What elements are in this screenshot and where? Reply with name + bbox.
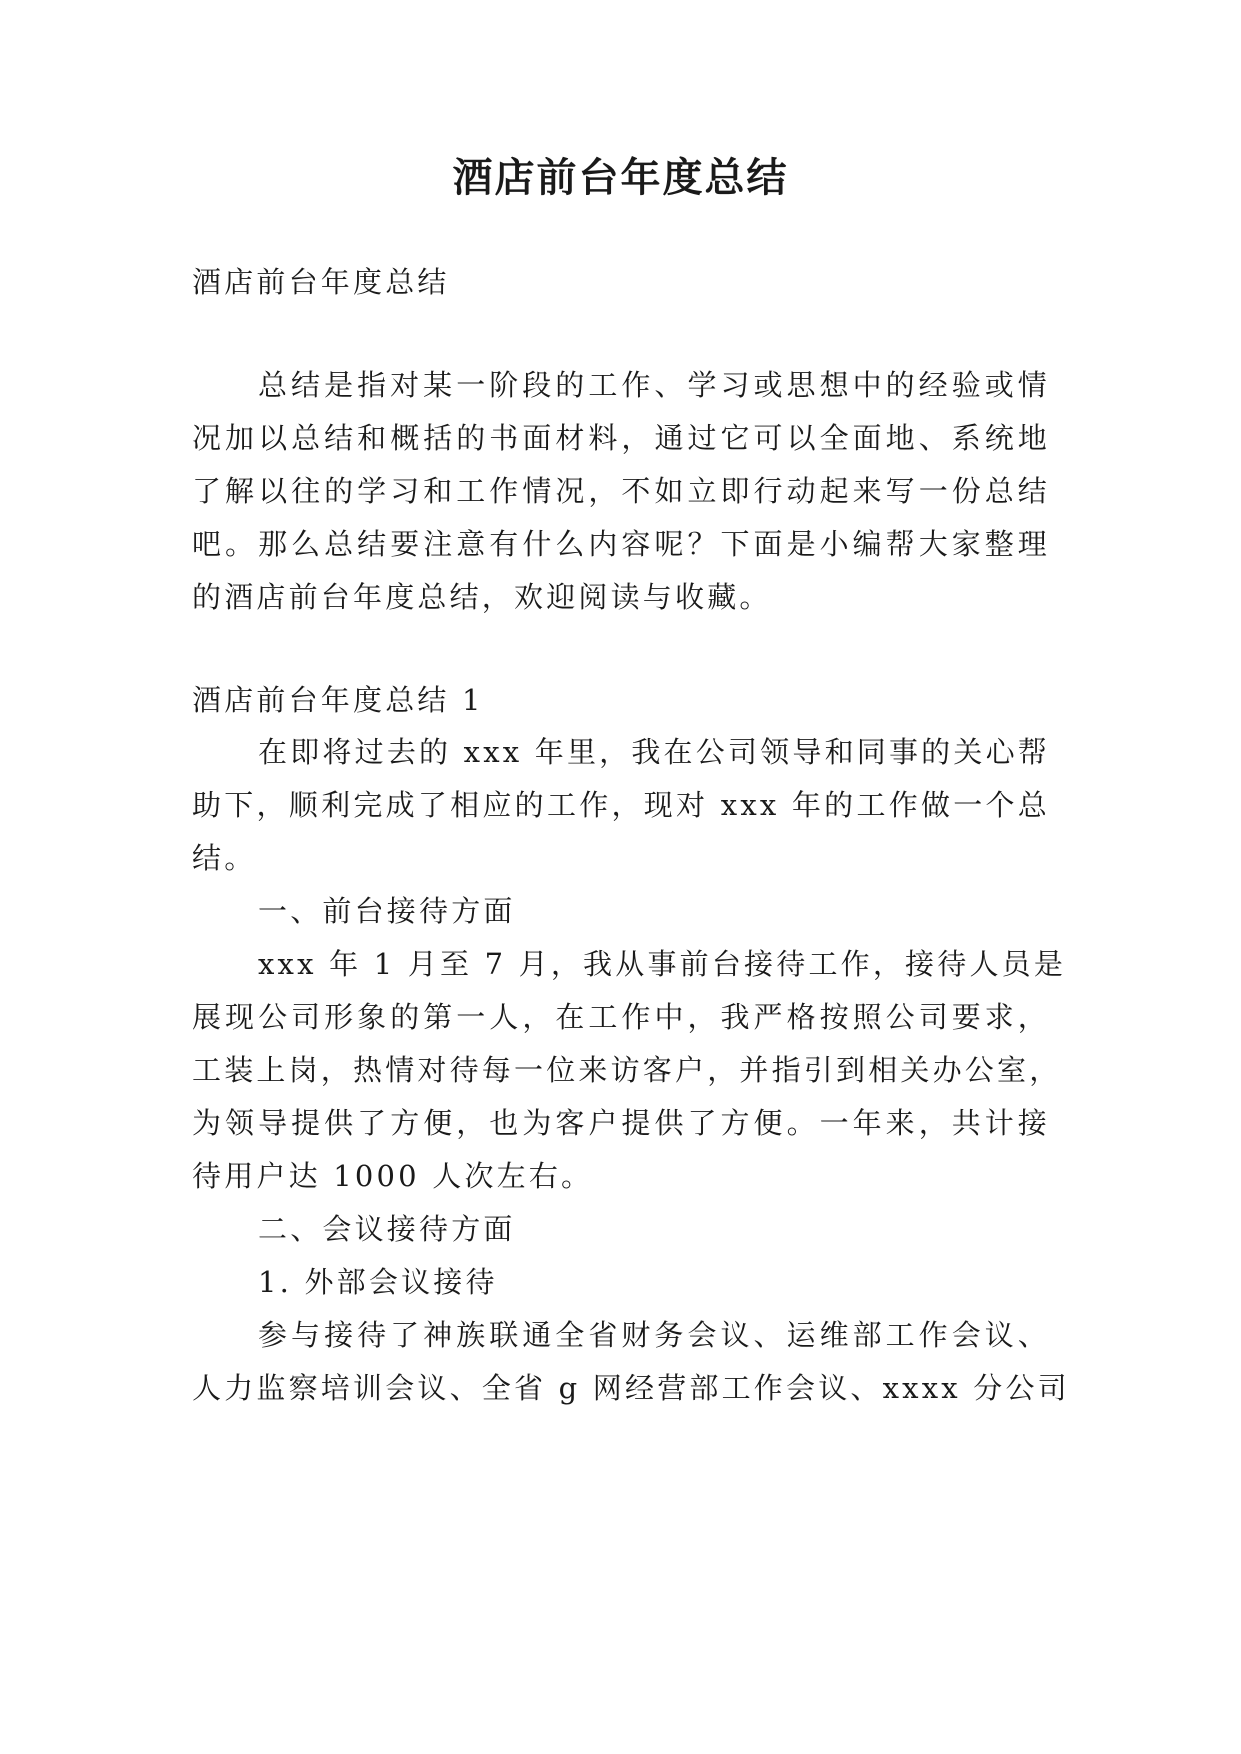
document-title: 酒店前台年度总结 xyxy=(452,154,789,201)
intro-line: 的酒店前台年度总结，欢迎阅读与收藏。 xyxy=(192,580,772,614)
paragraph-line: 参与接待了神族联通全省财务会议、运维部工作会议、 xyxy=(258,1318,1050,1352)
paragraph-line: xxx 年 1 月至 7 月，我从事前台接待工作，接待人员是 xyxy=(258,947,1067,981)
paragraph-line: 结。 xyxy=(192,841,257,875)
intro-line: 总结是指对某一阶段的工作、学习或思想中的经验或情 xyxy=(258,368,1050,402)
subsection-heading: 二、会议接待方面 xyxy=(258,1212,516,1246)
paragraph-line: 人力监察培训会议、全省 g 网经营部工作会议、xxxx 分公司 xyxy=(192,1371,1070,1405)
paragraph-line: 在即将过去的 xxx 年里，我在公司领导和同事的关心帮 xyxy=(258,735,1050,769)
paragraph-line: 助下，顺利完成了相应的工作，现对 xxx 年的工作做一个总 xyxy=(192,788,1050,822)
intro-line: 了解以往的学习和工作情况，不如立即行动起来写一份总结 xyxy=(192,474,1050,508)
intro-line: 况加以总结和概括的书面材料，通过它可以全面地、系统地 xyxy=(192,421,1050,455)
section-heading: 酒店前台年度总结 1 xyxy=(192,683,484,717)
paragraph-line: 工装上岗，热情对待每一位来访客户，并指引到相关办公室， xyxy=(192,1053,1062,1087)
paragraph-line: 为领导提供了方便，也为客户提供了方便。一年来，共计接 xyxy=(192,1106,1050,1140)
paragraph-line: 待用户达 1000 人次左右。 xyxy=(192,1159,594,1193)
subsection-heading: 一、前台接待方面 xyxy=(258,894,516,928)
paragraph-line: 展现公司形象的第一人，在工作中，我严格按照公司要求， xyxy=(192,1000,1050,1034)
list-item-heading: 1. 外部会议接待 xyxy=(258,1265,498,1299)
document-subtitle: 酒店前台年度总结 xyxy=(192,265,450,299)
intro-line: 吧。那么总结要注意有什么内容呢？下面是小编帮大家整理 xyxy=(192,527,1050,561)
